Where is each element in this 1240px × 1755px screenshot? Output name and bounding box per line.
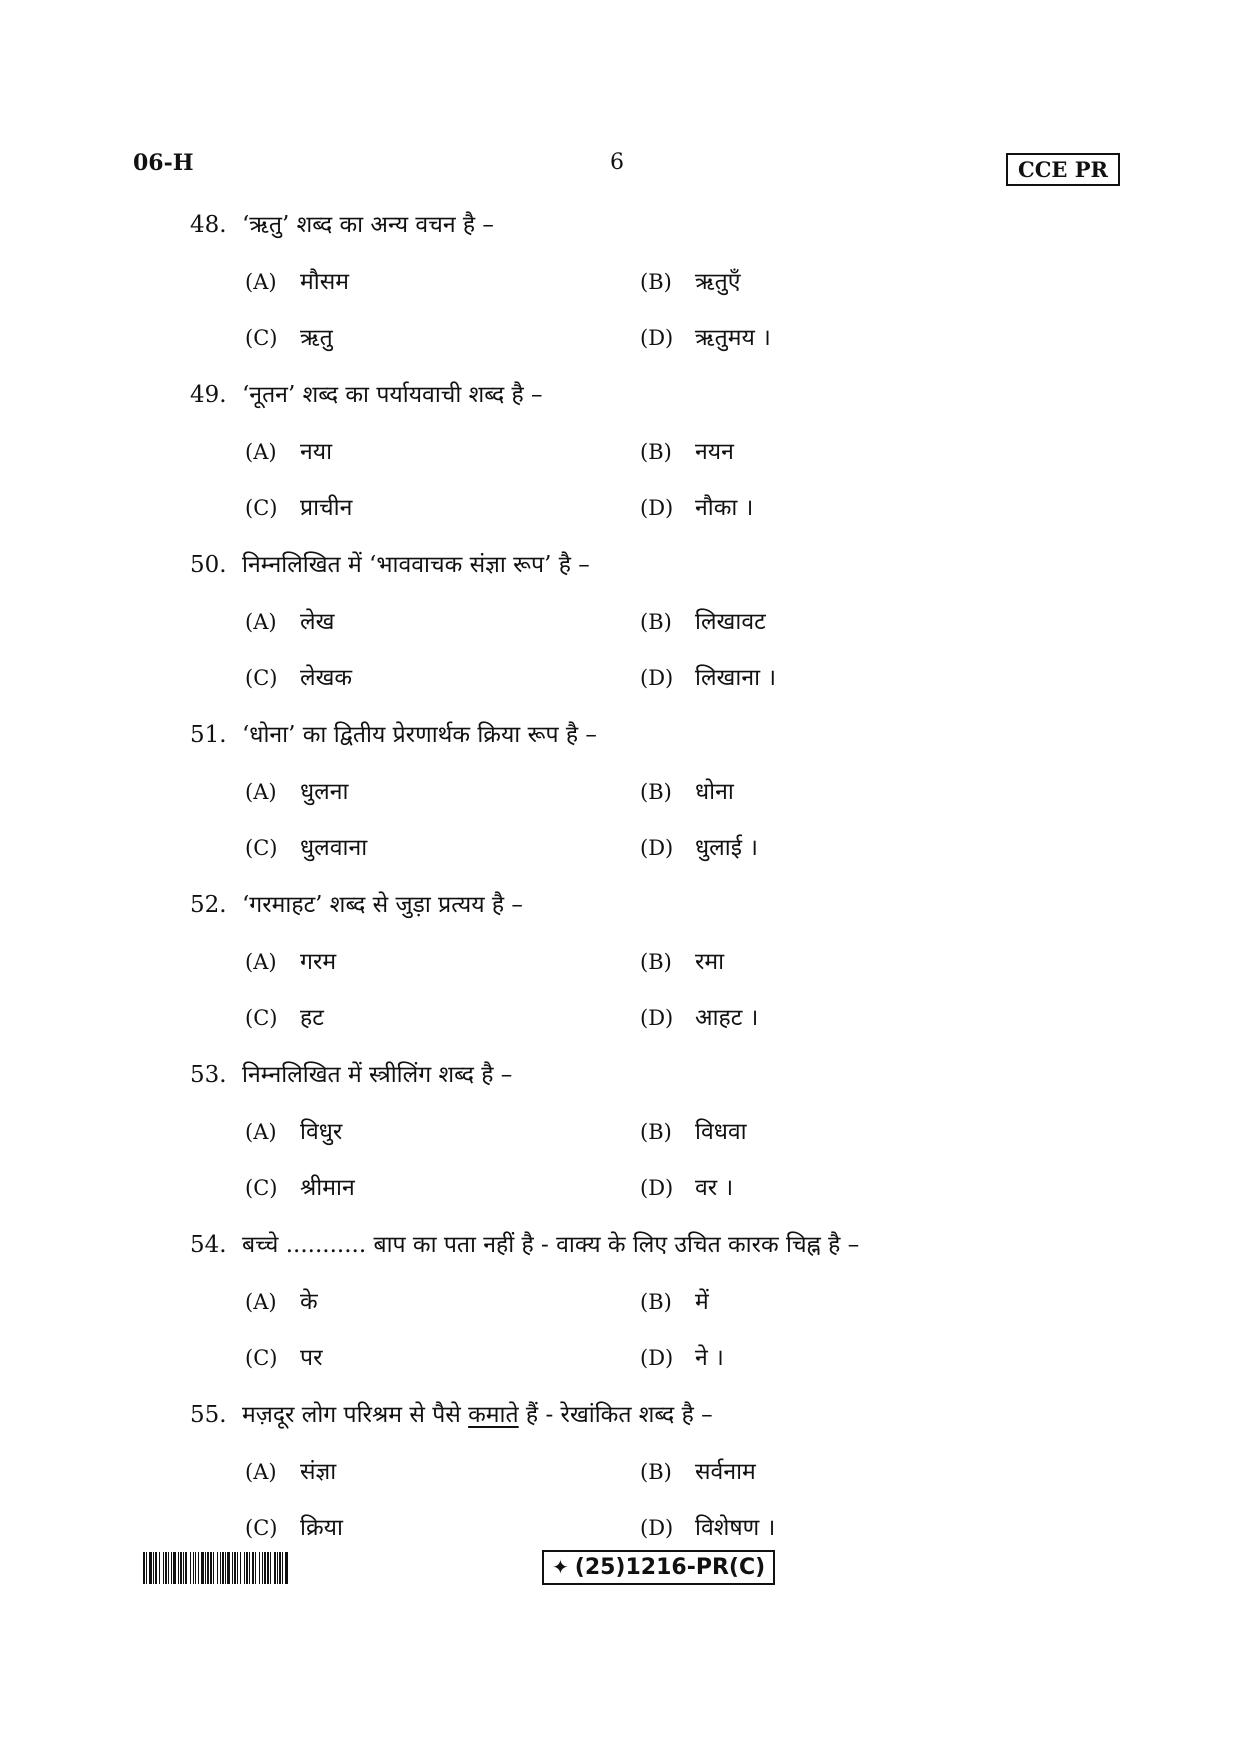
option-a: (A) मौसम: [245, 269, 350, 295]
option-b: (B) रमा: [640, 949, 725, 975]
option-c: (C) धुलवाना: [245, 835, 368, 861]
question-text: [190, 1227, 859, 1259]
option-c: (C) लेखक: [245, 665, 353, 691]
question-number: 53.: [190, 1062, 227, 1088]
question-53: [0, 1057, 1240, 1227]
option-b: (B) में: [640, 1289, 709, 1315]
question-text: [190, 1397, 713, 1429]
question-text: [190, 887, 523, 919]
question-stem: निम्नलिखित में स्त्रीलिंग शब्द है –: [242, 1062, 513, 1088]
underlined-word: कमाते: [468, 1402, 519, 1428]
star-icon: ✦: [552, 1555, 569, 1579]
question-text: [190, 207, 494, 239]
question-number: 54.: [190, 1232, 227, 1258]
option-a: (A) लेख: [245, 609, 335, 635]
option-a: (A) गरम: [245, 949, 337, 975]
question-48: [0, 207, 1240, 377]
option-b: (B) विधवा: [640, 1119, 747, 1145]
question-number: 52.: [190, 892, 227, 918]
option-c: (C) श्रीमान: [245, 1175, 355, 1201]
question-50: [0, 547, 1240, 717]
question-number: 48.: [190, 212, 227, 238]
question-text: [190, 717, 597, 749]
option-c: (C) ऋतु: [245, 325, 333, 351]
paper-code: 06-H: [133, 150, 194, 176]
question-49: [0, 377, 1240, 547]
question-stem: बच्चे ........... बाप का पता नहीं है - वाक्य के लिए उचित कारक चिह्न है –: [242, 1232, 860, 1258]
option-c: (C) पर: [245, 1345, 323, 1371]
question-stem: ‘गरमाहट’ शब्द से जुड़ा प्रत्यय है –: [242, 892, 523, 918]
option-b: (B) धोना: [640, 779, 734, 805]
option-c: (C) क्रिया: [245, 1515, 343, 1541]
question-number: 51.: [190, 722, 227, 748]
question-list: [0, 207, 1240, 1567]
option-c: (C) प्राचीन: [245, 495, 353, 521]
option-a: (A) नया: [245, 439, 333, 465]
question-52: [0, 887, 1240, 1057]
option-c: (C) हट: [245, 1005, 324, 1031]
question-stem-before: मज़दूर लोग परिश्रम से पैसे: [242, 1402, 469, 1428]
question-54: [0, 1227, 1240, 1397]
option-d: (D) विशेषण ।: [640, 1515, 776, 1541]
option-b: (B) ऋतुएँ: [640, 269, 741, 295]
option-b: (B) नयन: [640, 439, 734, 465]
question-stem: ‘धोना’ का द्वितीय प्रेरणार्थक क्रिया रूप है –: [242, 722, 597, 748]
question-55: [0, 1397, 1240, 1567]
series-code-box: CCE PR: [1006, 153, 1120, 186]
question-text: [190, 547, 590, 579]
option-d: (D) नौका ।: [640, 495, 754, 521]
question-number: 49.: [190, 382, 227, 408]
page-header: [0, 150, 1240, 190]
option-d: (D) धुलाई ।: [640, 835, 759, 861]
question-stem-after: हैं - रेखांकित शब्द है –: [518, 1402, 713, 1428]
option-a: (A) संज्ञा: [245, 1459, 337, 1485]
page-footer: [0, 1552, 1240, 1602]
question-text: [190, 1057, 512, 1089]
option-a: (A) विधुर: [245, 1119, 343, 1145]
question-number: 55.: [190, 1402, 227, 1428]
option-d: (D) ऋतुमय ।: [640, 325, 771, 351]
question-51: [0, 717, 1240, 887]
question-stem: निम्नलिखित में ‘भाववाचक संज्ञा रूप’ है –: [242, 552, 590, 578]
roll-code: (25)1216-PR(C): [574, 1555, 766, 1580]
paper-roll-code-box: [542, 1550, 775, 1585]
question-number: 50.: [190, 552, 227, 578]
barcode: [143, 1552, 410, 1584]
option-d: (D) ने ।: [640, 1345, 724, 1371]
page-number: 6: [610, 150, 624, 175]
question-stem: ‘ऋतु’ शब्द का अन्य वचन है –: [242, 212, 494, 238]
option-d: (D) वर ।: [640, 1175, 734, 1201]
option-a: (A) के: [245, 1289, 318, 1315]
option-d: (D) आहट ।: [640, 1005, 759, 1031]
option-b: (B) लिखावट: [640, 609, 766, 635]
option-a: (A) धुलना: [245, 779, 349, 805]
question-text: [190, 377, 543, 409]
barcode-bar: [288, 1552, 289, 1584]
question-stem: ‘नूतन’ शब्द का पर्यायवाची शब्द है –: [242, 382, 543, 408]
option-b: (B) सर्वनाम: [640, 1459, 756, 1485]
option-d: (D) लिखाना ।: [640, 665, 777, 691]
